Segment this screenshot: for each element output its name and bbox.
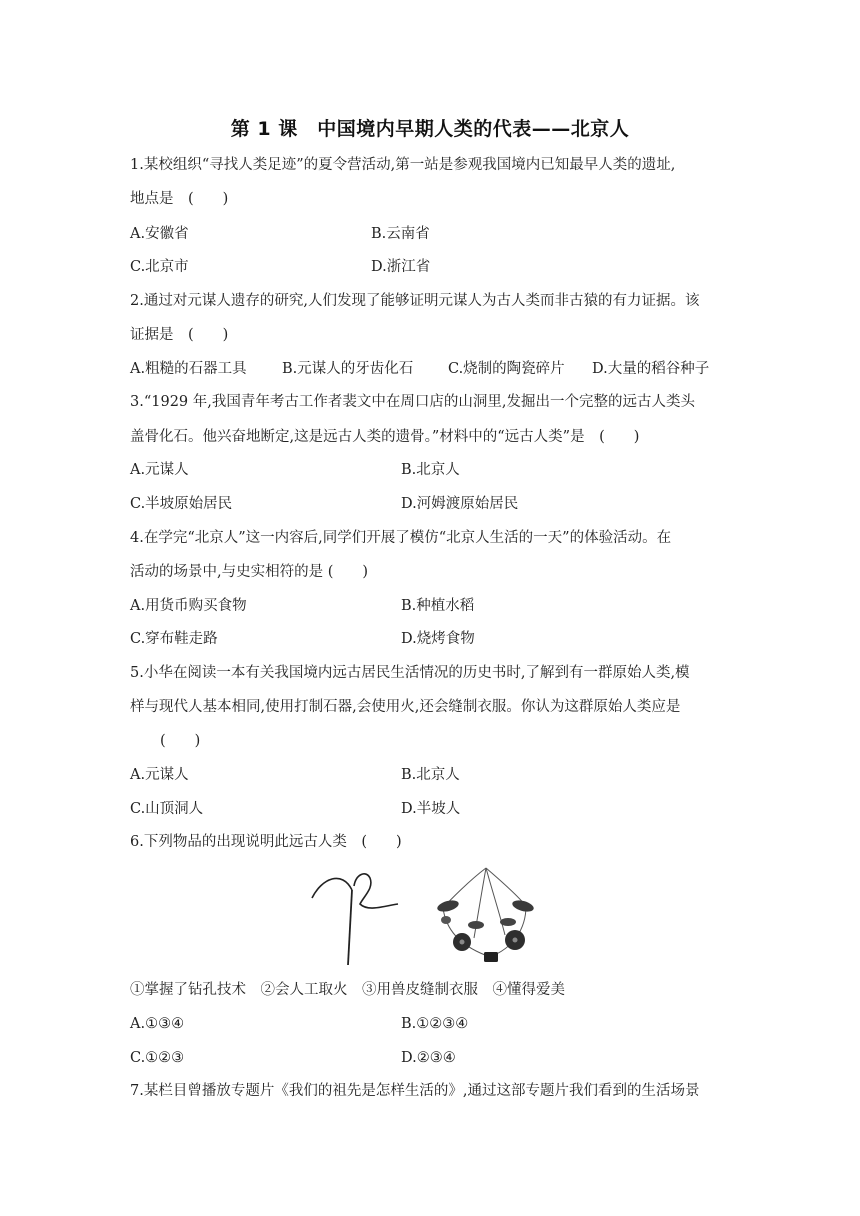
q5-option-c: C.山顶洞人 <box>130 801 204 817</box>
q2-stem-line2: 证据是 ( ) <box>130 327 229 343</box>
q5-stem-line2: 样与现代人基本相同,使用打制石器,会使用火,还会缝制衣服。你认为这群原始人类应是 <box>130 699 681 715</box>
q3-option-d: D.河姆渡原始居民 <box>401 496 519 512</box>
q3-option-b: B.北京人 <box>401 462 460 478</box>
q1-option-c: C.北京市 <box>130 259 189 275</box>
q4-option-c: C.穿布鞋走路 <box>130 631 218 647</box>
q1-option-d: D.浙江省 <box>371 259 431 275</box>
q3-option-c: C.半坡原始居民 <box>130 496 233 512</box>
q5-option-d: D.半坡人 <box>401 801 461 817</box>
artifact-figure <box>300 860 560 975</box>
q2-option-d: D.大量的稻谷种子 <box>592 361 710 377</box>
q4-stem-line2: 活动的场景中,与史实相符的是 ( ) <box>130 564 369 580</box>
q5-stem-line1: 5.小华在阅读一本有关我国境内远古居民生活情况的历史书时,了解到有一群原始人类,模 <box>130 665 690 681</box>
q3-stem-line1: 3.“1929 年,我国青年考古工作者裴文中在周口店的山洞里,发掘出一个完整的远古人类头 <box>130 394 695 410</box>
q1-stem-line1: 1.某校组织“寻找人类足迹”的夏令营活动,第一站是参观我国境内已知最早人类的遗址, <box>130 157 676 173</box>
q4-option-d: D.烧烤食物 <box>401 631 475 647</box>
q2-option-a: A.粗糙的石器工具 <box>130 361 247 377</box>
q6-option-d: D.②③④ <box>401 1050 456 1066</box>
q6-stem-line1: 6.下列物品的出现说明此远古人类 ( ) <box>130 834 402 850</box>
q2-stem-line1: 2.通过对元谋人遗存的研究,人们发现了能够证明元谋人为古人类而非古猿的有力证据。该 <box>130 293 700 309</box>
q4-option-b: B.种植水稻 <box>401 598 475 614</box>
q4-option-a: A.用货币购买食物 <box>130 598 247 614</box>
q6-option-b: B.①②③④ <box>401 1016 469 1032</box>
q5-option-a: A.元谋人 <box>130 767 189 783</box>
q6-option-c: C.①②③ <box>130 1050 185 1066</box>
bone-needle-icon <box>312 874 398 965</box>
q1-option-b: B.云南省 <box>371 226 430 242</box>
q3-option-a: A.元谋人 <box>130 462 189 478</box>
q5-option-b: B.北京人 <box>401 767 460 783</box>
q5-stem-line3: ( ) <box>160 733 201 749</box>
q1-option-a: A.安徽省 <box>130 226 189 242</box>
q2-option-b: B.元谋人的牙齿化石 <box>282 361 414 377</box>
q6-statements: ①掌握了钻孔技术 ②会人工取火 ③用兽皮缝制衣服 ④懂得爱美 <box>130 982 565 998</box>
q2-option-c: C.烧制的陶瓷碎片 <box>448 361 565 377</box>
shell-necklace-icon <box>436 868 535 962</box>
q4-stem-line1: 4.在学完“北京人”这一内容后,同学们开展了模仿“北京人生活的一天”的体验活动。在 <box>130 530 672 546</box>
q6-option-a: A.①③④ <box>130 1016 185 1032</box>
page-title: 第 1 课 中国境内早期人类的代表——北京人 <box>230 118 630 140</box>
q1-stem-line2: 地点是 ( ) <box>130 191 229 207</box>
q3-stem-line2: 盖骨化石。他兴奋地断定,这是远古人类的遗骨。”材料中的“远古人类”是 ( ) <box>130 429 640 445</box>
q7-stem-line1: 7.某栏目曾播放专题片《我们的祖先是怎样生活的》,通过这部专题片我们看到的生活场景 <box>130 1083 700 1099</box>
